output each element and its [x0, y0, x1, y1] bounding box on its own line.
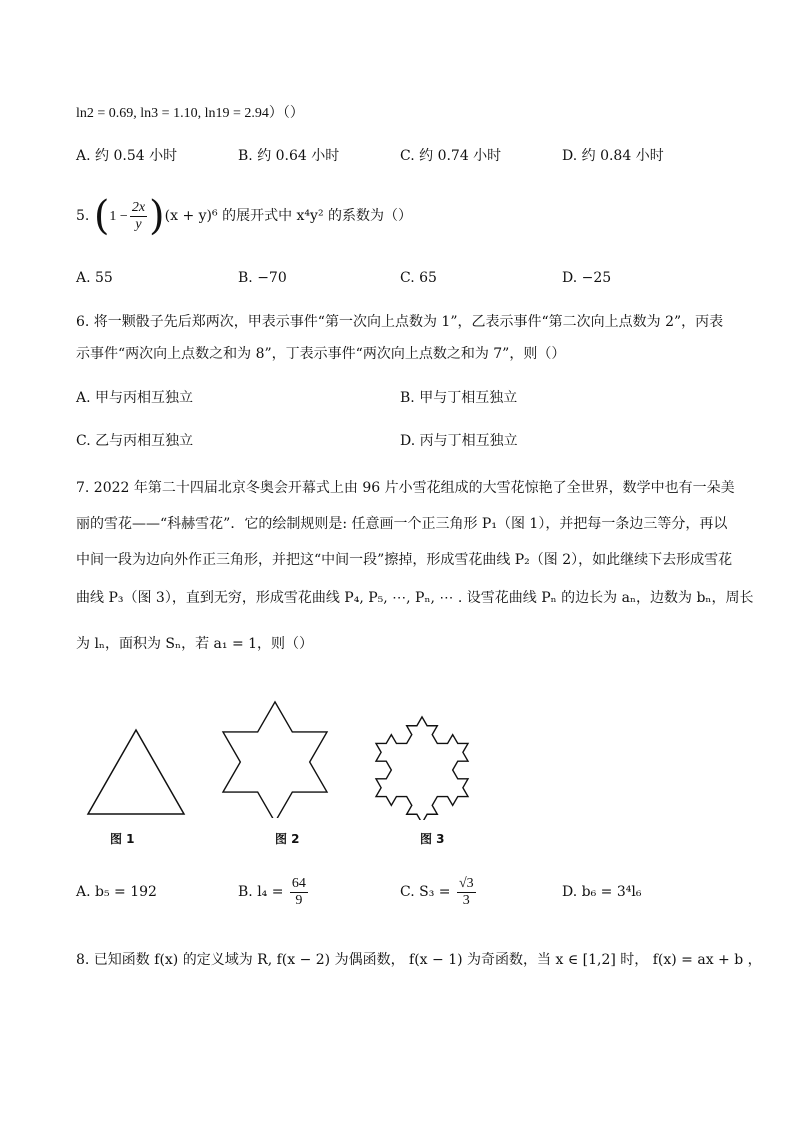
koch-curve: [223, 702, 327, 818]
q5-option-d: D. −25: [562, 270, 612, 286]
q7-line-3: 中间一段为边向外作正三角形，并把这“中间一段”擦掉，形成雪花曲线 P₂（图 2），如此继续下去形成雪花: [76, 552, 733, 568]
q8-line: 8. 已知函数 f(x) 的定义域为 R, f(x − 2) 为偶函数， f(x − 1) 为奇函数，当 x ∈ [1,2] 时， f(x) = ax + b ，: [76, 952, 762, 968]
q7-option-b-den: 9: [295, 892, 303, 908]
q7-option-b-prefix: B. l₄ =: [238, 884, 284, 900]
q6-option-d: D. 丙与丁相互独立: [400, 433, 518, 449]
q7-line-2: 丽的雪花——“科赫雪花”．它的绘制规则是: 任意画一个正三角形 P₁（图 1），并把每一条边三等分，再以: [76, 516, 728, 532]
figure-2-star: [218, 696, 332, 818]
q7-line-1: 7. 2022 年第二十四届北京冬奥会开幕式上由 96 片小雪花组成的大雪花惊艳了全世界，数学中也有一朵美: [76, 480, 735, 496]
q5-frac-num: 2x: [131, 199, 146, 215]
q4-option-a: A. 约 0.54 小时: [76, 148, 178, 164]
q4-option-c: C. 约 0.74 小时: [400, 148, 502, 164]
q5-one: 1 −: [109, 209, 128, 224]
q5-option-a: A. 55: [76, 270, 113, 286]
figure-3-koch-snowflake: [366, 708, 478, 820]
q7-option-c-num: √3: [458, 875, 474, 891]
q5-tail: (x + y)⁶ 的展开式中 x⁴y² 的系数为（）: [164, 208, 413, 224]
q5-frac-den: y: [135, 216, 142, 232]
intro-line: ln2 = 0.69, ln3 = 1.10, ln19 = 2.94）（）: [76, 106, 304, 121]
q7-line-5: 为 lₙ，面积为 Sₙ，若 a₁ = 1，则（）: [76, 636, 314, 652]
q6-option-b: B. 甲与丁相互独立: [400, 390, 518, 406]
q5-stem: [76, 193, 413, 239]
figure-2-label: 图 2: [275, 832, 300, 846]
q6-line-1: 6. 将一颗骰子先后郑两次，甲表示事件“第一次向上点数为 1”，乙表示事件“第二次向上点数为 2”，丙表: [76, 314, 724, 330]
figure-3-label: 图 3: [420, 832, 445, 846]
q4-option-d: D. 约 0.84 小时: [562, 148, 664, 164]
q5-option-c: C. 65: [400, 270, 437, 286]
q6-option-c: C. 乙与丙相互独立: [76, 433, 194, 449]
q5-option-b: B. −70: [238, 270, 287, 286]
q5-fraction: [130, 200, 147, 233]
q7-option-b: [238, 872, 310, 912]
q7-option-a: A. b₅ = 192: [76, 884, 157, 900]
q7-option-b-fraction: [290, 876, 308, 909]
left-paren: (: [93, 193, 110, 239]
q7-option-c-den: 3: [462, 892, 470, 908]
q7-line-4: 曲线 P₃（图 3），直到无穷，形成雪花曲线 P₄, P₅, ⋯, Pₙ, ⋯ . 设雪花曲线 Pₙ 的边长为 aₙ，边数为 bₙ，周长: [76, 590, 754, 606]
q7-option-c-prefix: C. S₃ =: [400, 884, 451, 900]
q7-option-d: D. b₆ = 3⁴l₆: [562, 884, 642, 900]
figure-1-label: 图 1: [110, 832, 135, 846]
q6-line-2: 示事件“两次向上点数之和为 8”，丁表示事件“两次向上点数之和为 7”，则（）: [76, 346, 566, 362]
q7-option-c: [400, 872, 478, 912]
q6-option-a: A. 甲与丙相互独立: [76, 390, 194, 406]
q7-option-c-fraction: [457, 876, 476, 909]
q5-number: 5.: [76, 208, 90, 224]
q7-option-b-num: 64: [291, 875, 306, 891]
figure-1-triangle: [80, 722, 192, 818]
q4-option-b: B. 约 0.64 小时: [238, 148, 340, 164]
koch-curve: [376, 717, 468, 820]
right-paren: ): [149, 193, 165, 239]
